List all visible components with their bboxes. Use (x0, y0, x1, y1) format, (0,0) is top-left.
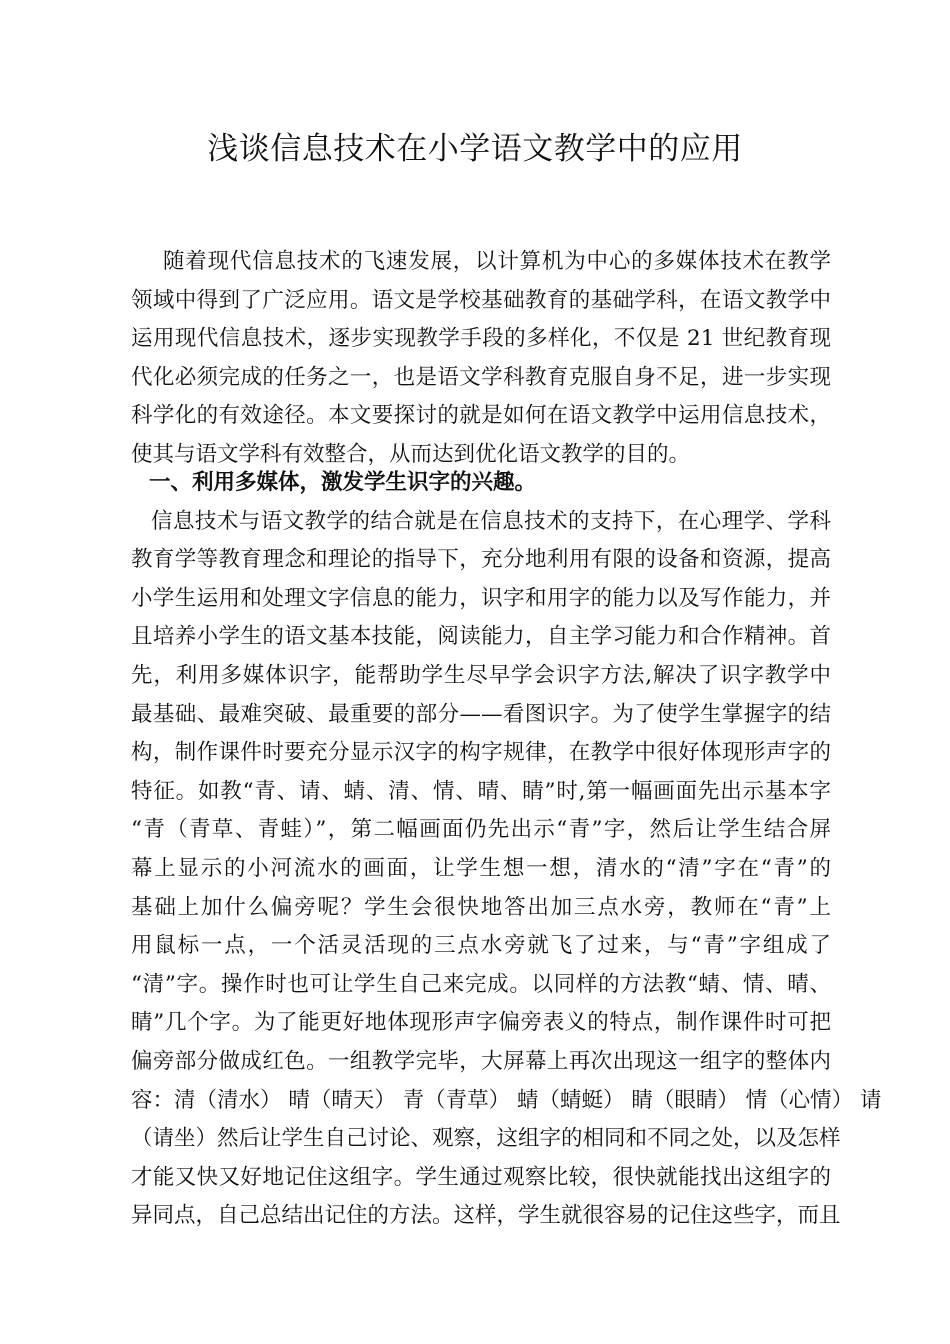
paragraph-line: 幕上显示的小河流水的画面，让学生想一想，清水的“清”字在“青”的 (131, 855, 831, 881)
document-title: 浅谈信息技术在小学语文教学中的应用 (207, 131, 743, 167)
paragraph-line: 教育学等教育理念和理论的指导下，充分地利用有限的设备和资源，提高 (131, 547, 831, 573)
paragraph-line: “清”字。操作时也可让学生自己来完成。以同样的方法教“蜻、情、晴、 (131, 971, 831, 997)
paragraph-line: 睛”几个字。为了能更好地体现形声字偏旁表义的特点，制作课件时可把 (131, 1010, 831, 1036)
section-1 (131, 464, 882, 1236)
paragraph-line: （请坐）然后让学生自己讨论、观察，这组字的相同和不同之处，以及怎样 (131, 1126, 841, 1152)
paragraph-line: 才能又快又好地记住这组字。学生通过观察比较，很快就能找出这组字的 (131, 1164, 831, 1190)
intro-paragraph (131, 243, 831, 475)
paragraph-line: “青（青草、青蛙）”，第二幅画面仍先出示“青”字，然后让学生结合屏 (131, 817, 831, 843)
paragraph-line: 异同点，自己总结出记住的方法。这样，学生就很容易的记住这些字，而且 (131, 1203, 841, 1229)
paragraph-line: 偏旁部分做成红色。一组教学完毕，大屏幕上再次出现这一组字的整体内 (131, 1048, 831, 1074)
paragraph-line: 代化必须完成的任务之一，也是语文学科教育克服自身不足，进一步实现 (131, 364, 831, 390)
section-heading: 一、利用多媒体，激发学生识字的兴趣。 (149, 470, 537, 495)
paragraph-line: 使其与语文学科有效整合，从而达到优化语文教学的目的。 (131, 441, 691, 467)
paragraph-line: 小学生运用和处理文字信息的能力，识字和用字的能力以及写作能力，并 (131, 585, 831, 611)
paragraph-line: 特征。如教“青、请、蜻、清、情、晴、睛”时,第一幅画面先出示基本字 (131, 778, 831, 804)
paragraph-line: 信息技术与语文教学的结合就是在信息技术的支持下，在心理学、学科 (151, 508, 831, 534)
paragraph-line: 构，制作课件时要充分显示汉字的构字规律，在教学中很好体现形声字的 (131, 740, 831, 766)
paragraph-line: 用鼠标一点，一个活灵活现的三点水旁就飞了过来，与“青”字组成了 (131, 933, 831, 959)
paragraph-line: 最基础、最难突破、最重要的部分——看图识字。为了使学生掌握字的结 (131, 701, 831, 727)
paragraph-line: 运用现代信息技术，逐步实现教学手段的多样化，不仅是 21 世纪教育现 (131, 326, 831, 352)
paragraph-line: 容：清（清水） 晴（晴天） 青（青草） 蜻（蜻蜓） 睛（眼睛） 情（心情） 请 (131, 1087, 882, 1113)
paragraph-line: 基础上加什么偏旁呢？学生会很快地答出加三点水旁，教师在“青”上 (131, 894, 831, 920)
paragraph-line: 领域中得到了广泛应用。语文是学校基础教育的基础学科，在语文教学中 (131, 287, 831, 313)
paragraph-line: 科学化的有效途径。本文要探讨的就是如何在语文教学中运用信息技术， (131, 403, 831, 429)
paragraph-line: 随着现代信息技术的飞速发展，以计算机为中心的多媒体技术在教学 (163, 249, 831, 274)
paragraph-line: 先，利用多媒体识字，能帮助学生尽早学会识字方法,解决了识字教学中 (131, 662, 831, 688)
paragraph-line: 且培养小学生的语文基本技能，阅读能力，自主学习能力和合作精神。首 (131, 624, 831, 650)
